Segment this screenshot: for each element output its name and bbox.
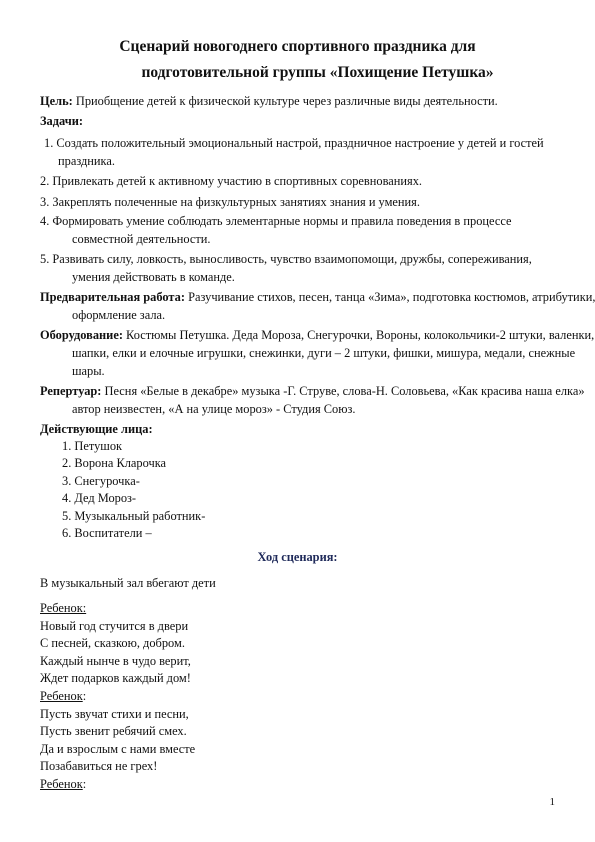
- list-item: 6. Воспитатели –: [62, 526, 152, 541]
- goal-text: Приобщение детей к физической культуре через различные виды деятельности.: [72, 94, 498, 108]
- characters-label: Действующие лица:: [40, 422, 153, 436]
- repertoire-paragraph: [40, 382, 595, 418]
- list-item: 1. Петушок: [62, 439, 123, 453]
- verse-line: Пусть звучат стихи и песни,: [40, 706, 189, 721]
- verse-line: Каждый нынче в чудо верит,: [40, 653, 191, 668]
- verse-line: Да и взрослым с нами вместе: [40, 741, 196, 756]
- equipment-paragraph: [40, 326, 595, 380]
- verse-line: Пусть звенит ребячий смех.: [40, 724, 187, 739]
- scenario-heading: Ход сценария:: [257, 550, 338, 564]
- equipment-label: Оборудование:: [40, 328, 123, 342]
- preliminary-text: Разучивание стихов, песен, танца «Зима», подготовка костюмов, атрибутики, оформление зала.: [72, 290, 595, 322]
- list-item: 3. Снегурочка-: [62, 473, 140, 488]
- verse-line: Новый год стучится в двери: [40, 618, 189, 633]
- tasks-label: Задачи:: [40, 114, 83, 128]
- task-item-3: 3. Закреплять полеченные на физкультурных занятиях знания и умения.: [40, 195, 420, 209]
- list-item: 5. Музыкальный работник-: [62, 508, 206, 523]
- list-item: 2. Ворона Кларочка: [62, 456, 167, 471]
- repertoire-label: Репертуар:: [40, 384, 102, 398]
- list-item: 4. Дед Мороз-: [62, 491, 137, 506]
- title-line-2: подготовительной группы «Похищение Петушка»: [141, 64, 494, 81]
- intro-line: В музыкальный зал вбегают дети: [40, 576, 216, 590]
- title-line-1: Сценарий новогоднего спортивного праздника для: [119, 38, 476, 55]
- task-item-1: 1. Создать положительный эмоциональный настрой, праздничное настроение у детей и гостей праздника.: [44, 136, 544, 168]
- task-item-5: 5. Развивать силу, ловкость, выносливость, чувство взаимопомощи, дружбы, сопереживания, умения действовать в команде.: [40, 252, 532, 284]
- characters-list: [62, 438, 205, 542]
- preliminary-paragraph: [40, 288, 595, 324]
- task-item-4: 4. Формировать умение соблюдать элементарные нормы и правила поведения в процессе совместной деятельности.: [40, 214, 512, 246]
- speaker-label: Ребенок:: [40, 776, 87, 791]
- equipment-text: Костюмы Петушка. Деда Мороза, Снегурочки, Вороны, колокольчики-2 штуки, валенки, шапки, елки и елочные игрушки, снежинки, дуги – 2 штуки, фишки, мишура, медали, снежные шары.: [72, 328, 595, 378]
- task-item-2: 2. Привлекать детей к активному участию в спортивных соревнованиях.: [40, 174, 423, 188]
- goal-label: Цель:: [40, 94, 73, 108]
- goal-paragraph: [40, 92, 568, 110]
- speaker-label: Ребенок:: [40, 601, 87, 615]
- verse-line: С песней, сказкою, добром.: [40, 636, 185, 651]
- preliminary-label: Предварительная работа:: [40, 290, 185, 304]
- verse-line: Позабавиться не грех!: [40, 759, 158, 774]
- verse-line: Ждет подарков каждый дом!: [40, 671, 191, 686]
- page-number: 1: [549, 796, 555, 808]
- speaker-label: Ребенок:: [40, 688, 87, 703]
- dialogue-block: [40, 600, 195, 794]
- repertoire-text: Песня «Белые в декабре» музыка -Г. Струве, слова-Н. Соловьева, «Как красива наша елка» автор неизвестен, «А на улице мороз» - Студия Союз.: [72, 384, 585, 416]
